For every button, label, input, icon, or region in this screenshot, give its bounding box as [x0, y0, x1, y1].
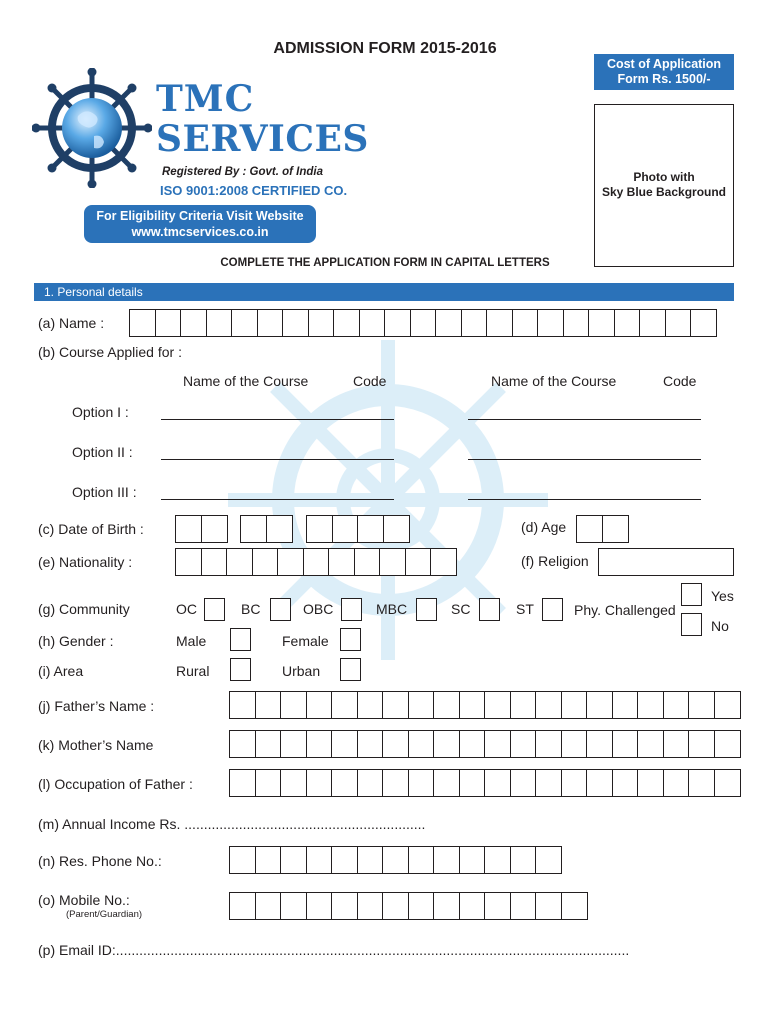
gender-male-checkbox[interactable]: [230, 628, 251, 651]
char-box[interactable]: [357, 846, 384, 874]
mobile-note: (Parent/Guardian): [66, 909, 143, 920]
father-name-label: (j) Father’s Name :: [38, 698, 155, 714]
area-rural-checkbox[interactable]: [230, 658, 251, 681]
phy-challenged-yes-checkbox[interactable]: [681, 583, 702, 606]
religion-label: (f) Religion: [521, 553, 589, 569]
char-box[interactable]: [663, 691, 690, 719]
course-label: (b) Course Applied for :: [38, 344, 182, 360]
res-phone-boxes[interactable]: [229, 846, 561, 874]
char-box[interactable]: [665, 309, 692, 337]
community-bc-checkbox[interactable]: [270, 598, 291, 621]
char-box[interactable]: [383, 515, 410, 543]
char-box[interactable]: [359, 309, 386, 337]
eligibility-badge[interactable]: [84, 205, 316, 243]
community-mbc-label: MBC: [376, 601, 408, 617]
gender-male-label: Male: [176, 633, 207, 649]
mobile-label: (o) Mobile No.:: [38, 892, 130, 908]
char-box[interactable]: [688, 769, 715, 797]
email-label[interactable]: (p) Email ID:....................................................................................................................................: [38, 942, 630, 958]
char-box[interactable]: [410, 309, 437, 337]
photo-label-line-1: Photo with: [633, 170, 695, 184]
char-box[interactable]: [690, 309, 717, 337]
char-box[interactable]: [282, 309, 309, 337]
char-box[interactable]: [510, 892, 537, 920]
char-box[interactable]: [461, 309, 488, 337]
char-box[interactable]: [484, 892, 511, 920]
char-box[interactable]: [714, 691, 741, 719]
photo-label-line-2: Sky Blue Background: [601, 185, 727, 199]
char-box[interactable]: [510, 769, 537, 797]
char-box[interactable]: [663, 730, 690, 758]
char-box[interactable]: [229, 846, 256, 874]
annual-income-label[interactable]: (m) Annual Income Rs. ..............................................................: [38, 816, 426, 832]
phy-challenged-no-label: No: [711, 618, 729, 634]
char-box[interactable]: [535, 769, 562, 797]
char-box[interactable]: [331, 892, 358, 920]
char-box[interactable]: [332, 515, 359, 543]
char-box[interactable]: [688, 730, 715, 758]
char-box[interactable]: [430, 548, 457, 576]
iso-text: ISO 9001:2008 CERTIFIED CO.: [160, 183, 348, 198]
char-box[interactable]: [612, 769, 639, 797]
char-box[interactable]: [331, 691, 358, 719]
char-box[interactable]: [240, 515, 267, 543]
dob-day-boxes[interactable]: [175, 515, 226, 543]
option-1-line-right[interactable]: [468, 419, 701, 420]
char-box[interactable]: [459, 769, 486, 797]
char-box[interactable]: [206, 309, 233, 337]
char-box[interactable]: [331, 846, 358, 874]
char-box[interactable]: [602, 515, 629, 543]
char-box[interactable]: [175, 548, 202, 576]
char-box[interactable]: [459, 846, 486, 874]
char-box[interactable]: [435, 309, 462, 337]
name-boxes[interactable]: [129, 309, 716, 337]
dob-year-boxes[interactable]: [306, 515, 408, 543]
option-1-label: Option I :: [72, 404, 129, 420]
char-box[interactable]: [663, 769, 690, 797]
char-box[interactable]: [510, 730, 537, 758]
char-box[interactable]: [459, 892, 486, 920]
eligibility-line-1: For Eligibility Criteria Visit Website: [96, 209, 304, 223]
char-box[interactable]: [433, 730, 460, 758]
char-box[interactable]: [280, 892, 307, 920]
char-box[interactable]: [384, 309, 411, 337]
char-box[interactable]: [588, 309, 615, 337]
area-rural-label: Rural: [176, 663, 210, 679]
religion-field[interactable]: [598, 548, 734, 576]
char-box[interactable]: [266, 515, 293, 543]
char-box[interactable]: [382, 691, 409, 719]
char-box[interactable]: [255, 892, 282, 920]
char-box[interactable]: [561, 691, 588, 719]
char-box[interactable]: [382, 892, 409, 920]
char-box[interactable]: [405, 548, 432, 576]
option-2-label: Option II :: [72, 444, 133, 460]
area-urban-label: Urban: [282, 663, 321, 679]
char-box[interactable]: [612, 730, 639, 758]
char-box[interactable]: [354, 548, 381, 576]
res-phone-label: (n) Res. Phone No.:: [38, 853, 162, 869]
community-oc-label: OC: [176, 601, 197, 617]
community-bc-label: BC: [241, 601, 261, 617]
char-box[interactable]: [306, 769, 333, 797]
occupation-label: (l) Occupation of Father :: [38, 776, 193, 792]
option-3-line-left[interactable]: [161, 499, 394, 500]
char-box[interactable]: [257, 309, 284, 337]
char-box[interactable]: [155, 309, 182, 337]
nationality-label: (e) Nationality :: [38, 554, 133, 570]
option-3-label: Option III :: [72, 484, 137, 500]
char-box[interactable]: [563, 309, 590, 337]
dob-label: (c) Date of Birth :: [38, 521, 144, 537]
gender-female-label: Female: [282, 633, 329, 649]
char-box[interactable]: [306, 846, 333, 874]
char-box[interactable]: [510, 691, 537, 719]
course-header-name-1: Name of the Course: [183, 373, 309, 389]
char-box[interactable]: [586, 730, 613, 758]
char-box[interactable]: [688, 691, 715, 719]
community-st-label: ST: [516, 601, 534, 617]
char-box[interactable]: [459, 730, 486, 758]
char-box[interactable]: [280, 730, 307, 758]
char-box[interactable]: [433, 691, 460, 719]
char-box[interactable]: [231, 309, 258, 337]
char-box[interactable]: [535, 730, 562, 758]
char-box[interactable]: [512, 309, 539, 337]
char-box[interactable]: [408, 846, 435, 874]
community-obc-checkbox[interactable]: [341, 598, 362, 621]
char-box[interactable]: [280, 691, 307, 719]
char-box[interactable]: [255, 769, 282, 797]
char-box[interactable]: [357, 515, 384, 543]
form-title: ADMISSION FORM 2015-2016: [273, 40, 497, 57]
char-box[interactable]: [129, 309, 156, 337]
char-box[interactable]: [201, 515, 228, 543]
char-box[interactable]: [306, 730, 333, 758]
cost-line-2: Form Rs. 1500/-: [617, 72, 711, 86]
option-3-line-right[interactable]: [468, 499, 701, 500]
char-box[interactable]: [331, 769, 358, 797]
area-urban-checkbox[interactable]: [340, 658, 361, 681]
char-box[interactable]: [484, 691, 511, 719]
mother-name-boxes[interactable]: [229, 730, 739, 758]
char-box[interactable]: [306, 515, 333, 543]
char-box[interactable]: [408, 730, 435, 758]
char-box[interactable]: [535, 846, 562, 874]
char-box[interactable]: [637, 691, 664, 719]
char-box[interactable]: [614, 309, 641, 337]
char-box[interactable]: [382, 769, 409, 797]
section-header-personal-details: 1. Personal details: [34, 283, 734, 301]
occupation-boxes[interactable]: [229, 769, 739, 797]
char-box[interactable]: [561, 769, 588, 797]
char-box[interactable]: [280, 769, 307, 797]
char-box[interactable]: [433, 769, 460, 797]
char-box[interactable]: [637, 769, 664, 797]
age-boxes[interactable]: [576, 515, 627, 543]
community-sc-checkbox[interactable]: [479, 598, 500, 621]
char-box[interactable]: [303, 548, 330, 576]
photo-label: [594, 170, 734, 200]
mother-name-label: (k) Mother’s Name: [38, 737, 154, 753]
char-box[interactable]: [306, 691, 333, 719]
char-box[interactable]: [459, 691, 486, 719]
char-box[interactable]: [510, 846, 537, 874]
char-box[interactable]: [714, 769, 741, 797]
char-box[interactable]: [433, 846, 460, 874]
char-box[interactable]: [328, 548, 355, 576]
char-box[interactable]: [357, 691, 384, 719]
char-box[interactable]: [255, 691, 282, 719]
char-box[interactable]: [714, 730, 741, 758]
char-box[interactable]: [357, 730, 384, 758]
instruction-text: COMPLETE THE APPLICATION FORM IN CAPITAL LETTERS: [220, 257, 550, 269]
char-box[interactable]: [331, 730, 358, 758]
dob-month-boxes[interactable]: [240, 515, 291, 543]
char-box[interactable]: [229, 892, 256, 920]
char-box[interactable]: [535, 691, 562, 719]
char-box[interactable]: [586, 769, 613, 797]
course-header-name-2: Name of the Course: [491, 373, 617, 389]
option-2-line-left[interactable]: [161, 459, 394, 460]
char-box[interactable]: [576, 515, 603, 543]
char-box[interactable]: [408, 691, 435, 719]
char-box[interactable]: [255, 730, 282, 758]
brand-name-line-1: TMC: [156, 78, 255, 120]
community-sc-label: SC: [451, 601, 471, 617]
nationality-boxes[interactable]: [175, 548, 456, 576]
area-label: (i) Area: [38, 663, 84, 679]
gender-female-checkbox[interactable]: [340, 628, 361, 651]
gender-label: (h) Gender :: [38, 633, 114, 649]
char-box[interactable]: [255, 846, 282, 874]
char-box[interactable]: [408, 892, 435, 920]
char-box[interactable]: [201, 548, 228, 576]
char-box[interactable]: [280, 846, 307, 874]
eligibility-website[interactable]: www.tmcservices.co.in: [131, 224, 269, 239]
char-box[interactable]: [379, 548, 406, 576]
community-mbc-checkbox[interactable]: [416, 598, 437, 621]
char-box[interactable]: [229, 769, 256, 797]
char-box[interactable]: [484, 730, 511, 758]
father-name-boxes[interactable]: [229, 691, 739, 719]
course-header-code-1: Code: [353, 373, 387, 389]
char-box[interactable]: [433, 892, 460, 920]
char-box[interactable]: [306, 892, 333, 920]
char-box[interactable]: [535, 892, 562, 920]
community-obc-label: OBC: [303, 601, 334, 617]
char-box[interactable]: [229, 730, 256, 758]
char-box[interactable]: [308, 309, 335, 337]
age-label: (d) Age: [521, 519, 567, 535]
char-box[interactable]: [586, 691, 613, 719]
mobile-boxes[interactable]: [229, 892, 586, 920]
char-box[interactable]: [382, 846, 409, 874]
char-box[interactable]: [180, 309, 207, 337]
char-box[interactable]: [484, 846, 511, 874]
community-st-checkbox[interactable]: [542, 598, 563, 621]
char-box[interactable]: [612, 691, 639, 719]
brand-name-line-2: SERVICES: [156, 118, 369, 160]
char-box[interactable]: [639, 309, 666, 337]
char-box[interactable]: [637, 730, 664, 758]
char-box[interactable]: [382, 730, 409, 758]
cost-badge: [594, 54, 734, 90]
char-box[interactable]: [175, 515, 202, 543]
phy-challenged-no-checkbox[interactable]: [681, 613, 702, 636]
char-box[interactable]: [357, 892, 384, 920]
char-box[interactable]: [486, 309, 513, 337]
community-label: (g) Community: [38, 601, 130, 617]
phy-challenged-label: Phy. Challenged: [574, 602, 676, 618]
char-box[interactable]: [537, 309, 564, 337]
char-box[interactable]: [226, 548, 253, 576]
cost-line-1: Cost of Application: [606, 57, 722, 71]
char-box[interactable]: [333, 309, 360, 337]
char-box[interactable]: [484, 769, 511, 797]
registered-text: Registered By : Govt. of India: [162, 166, 324, 178]
ship-wheel-globe-icon: [32, 68, 152, 188]
char-box[interactable]: [561, 730, 588, 758]
char-box[interactable]: [561, 892, 588, 920]
phy-challenged-yes-label: Yes: [711, 588, 734, 604]
char-box[interactable]: [357, 769, 384, 797]
char-box[interactable]: [229, 691, 256, 719]
char-box[interactable]: [277, 548, 304, 576]
char-box[interactable]: [252, 548, 279, 576]
option-2-line-right[interactable]: [468, 459, 701, 460]
course-header-code-2: Code: [663, 373, 697, 389]
option-1-line-left[interactable]: [161, 419, 394, 420]
name-label: (a) Name :: [38, 315, 105, 331]
community-oc-checkbox[interactable]: [204, 598, 225, 621]
char-box[interactable]: [408, 769, 435, 797]
